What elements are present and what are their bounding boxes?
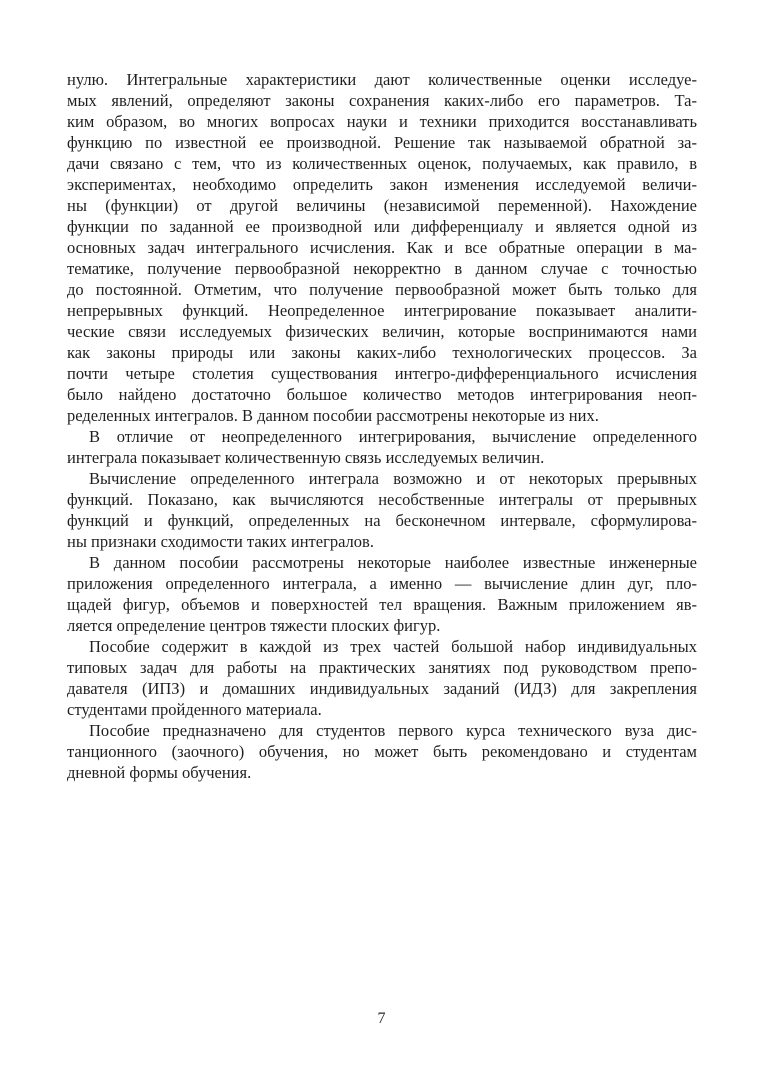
body-text — [67, 69, 697, 783]
text-line: ляется определение центров тяжести плоских фигур. — [67, 616, 441, 635]
text-line: нулю. Интегральные характеристики дают количественные оценки исследуе- — [67, 70, 697, 89]
text-line: приложения определенного интеграла, а именно — вычисление длин дуг, пло- — [67, 574, 697, 593]
paragraph-2 — [67, 426, 697, 468]
text-line: дневной формы обучения. — [67, 763, 252, 782]
text-line: до постоянной. Отметим, что получение первообразной может быть только для — [67, 280, 697, 299]
text-line: Пособие предназначено для студентов первого курса технического вуза дис- — [89, 721, 697, 740]
text-line: функцию по известной ее производной. Решение так называемой обратной за- — [67, 133, 697, 152]
text-line: ны (функции) от другой величины (независимой переменной). Нахождение — [67, 196, 697, 215]
text-line: танционного (заочного) обучения, но может быть рекомендовано и студентам — [67, 742, 697, 761]
text-line: ким образом, во многих вопросах науки и техники приходится восстанавливать — [67, 112, 697, 131]
text-line: как законы природы или законы каких-либо технологических процессов. За — [67, 343, 697, 362]
page-number: 7 — [377, 1010, 386, 1027]
text-line: мых явлений, определяют законы сохранения каких-либо его параметров. Та- — [67, 91, 697, 110]
text-line: почти четыре столетия существования интегро-дифференциального исчисления — [67, 364, 697, 383]
text-line: В отличие от неопределенного интегрирования, вычисление определенного — [89, 427, 697, 446]
text-line: экспериментах, необходимо определить закон изменения исследуемой величи- — [67, 175, 697, 194]
text-line: Вычисление определенного интеграла возможно и от некоторых прерывных — [89, 469, 697, 488]
text-line: функций. Показано, как вычисляются несобственные интегралы от прерывных — [67, 490, 697, 509]
text-line: интеграла показывает количественную связь исследуемых величин. — [67, 448, 545, 467]
text-line: ределенных интегралов. В данном пособии рассмотрены некоторые из них. — [67, 406, 599, 425]
paragraph-6 — [67, 720, 697, 783]
paragraph-3 — [67, 468, 697, 552]
text-line: давателя (ИПЗ) и домашних индивидуальных заданий (ИДЗ) для закрепления — [67, 679, 697, 698]
text-line: Пособие содержит в каждой из трех частей большой набор индивидуальных — [89, 637, 697, 656]
text-line: студентами пройденного материала. — [67, 700, 322, 719]
text-line: ческие связи исследуемых физических величин, которые воспринимаются нами — [67, 322, 697, 341]
text-line: было найдено достаточно большое количество методов интегрирования неоп- — [67, 385, 697, 404]
paragraph-1 — [67, 69, 697, 426]
text-line: функций и функций, определенных на бесконечном интервале, сформулирова- — [67, 511, 697, 530]
paragraph-4 — [67, 552, 697, 636]
text-line: ны признаки сходимости таких интегралов. — [67, 532, 374, 551]
text-line: тематике, получение первообразной некорректно в данном случае с точностью — [67, 259, 697, 278]
text-line: основных задач интегрального исчисления. Как и все обратные операции в ма- — [67, 238, 697, 257]
text-line: непрерывных функций. Неопределенное интегрирование показывает аналити- — [67, 301, 697, 320]
text-line: щадей фигур, объемов и поверхностей тел вращения. Важным приложением яв- — [67, 595, 697, 614]
text-line: В данном пособии рассмотрены некоторые наиболее известные инженерные — [89, 553, 697, 572]
text-line: функции по заданной ее производной или дифференциалу и является одной из — [67, 217, 697, 236]
text-line: дачи связано с тем, что из количественных оценок, получаемых, как правило, в — [67, 154, 697, 173]
paragraph-5 — [67, 636, 697, 720]
text-line: типовых задач для работы на практических занятиях под руководством препо- — [67, 658, 697, 677]
